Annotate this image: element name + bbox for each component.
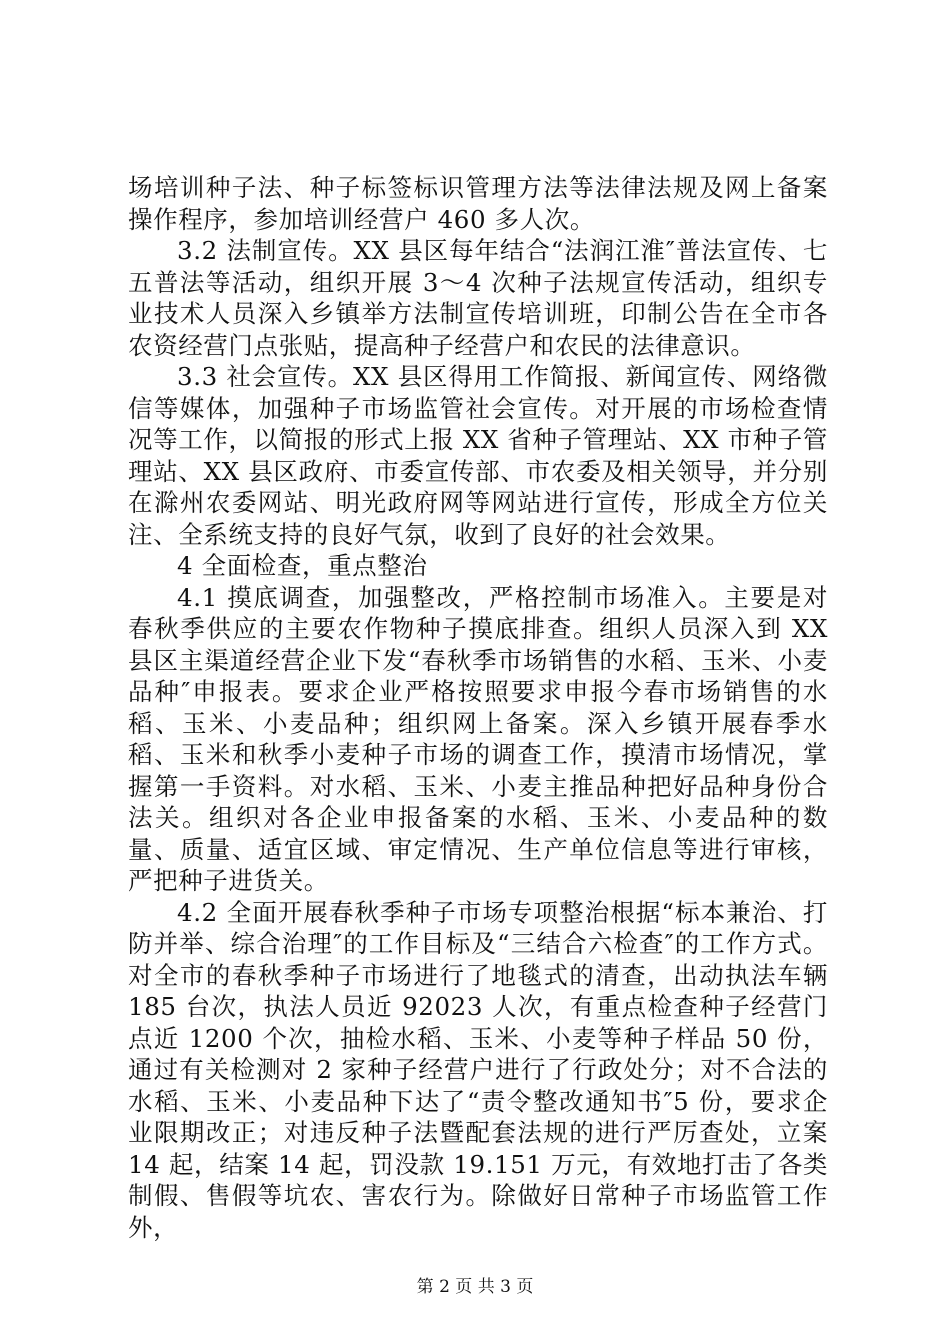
- paragraph-continuation: 场培训种子法、种子标签标识管理方法等法律法规及网上备案操作程序，参加培训经营户 460 多人次。: [128, 173, 828, 234]
- paragraph-4-1-survey: 4.1 摸底调查，加强整改，严格控制市场准入。主要是对春秋季供应的主要农作物种子摸底排查。组织人员深入到 XX 县区主渠道经营企业下发“春秋季市场销售的水稻、玉米、小麦品种″申报表。要求企业严格按照要求申报今春市场销售的水稻、玉米、小麦品种；组织网上备案。深入乡镇开展春季水稻、玉米和秋季小麦种子市场的调查工作，摸清市场情况，掌握第一手资料。对水稻、玉米、小麦主推品种把好品种身份合法关。组织对各企业申报备案的水稻、玉米、小麦品种的数量、质量、适宜区域、审定情况、生产单位信息等进行审核，严把种子进货关。: [128, 582, 828, 895]
- document-body: [128, 172, 828, 1243]
- paragraph-3-3-social-publicity: 3.3 社会宣传。XX 县区得用工作简报、新闻宣传、网络微信等媒体，加强种子市场监管社会宣传。对开展的市场检查情况等工作，以简报的形式上报 XX 省种子管理站、XX 市种子管理站、XX 县区政府、市委宣传部、市农委及相关领导，并分别在滁州农委网站、明光政府网等网站进行宣传，形成全方位关注、全系统支持的良好气氛，收到了良好的社会效果。: [128, 362, 828, 549]
- paragraph-4-2-special-rectification: 4.2 全面开展春秋季种子市场专项整治根据“标本兼治、打防并举、综合治理″的工作目标及“三结合六检查″的工作方式。对全市的春秋季种子市场进行了地毯式的清查，出动执法车辆 185 台次，执法人员近 92023 人次，有重点检查种子经营门点近 1200 个次，抽检水稻、玉米、小麦等种子样品 50 份，通过有关检测对 2 家种子经营户进行了行政处分；对不合法的水稻、玉米、小麦品种下达了“责令整改通知书″5 份，要求企业限期改正；对违反种子法暨配套法规的进行严厉查处，立案 14 起，结案 14 起，罚没款 19.151 万元，有效地打击了各类制假、售假等坑农、害农行为。除做好日常种子市场监管工作外，: [128, 897, 828, 1242]
- paragraph-3-2-legal-publicity: 3.2 法制宣传。XX 县区每年结合“法润江淮″普法宣传、七五普法等活动，组织开展 3～4 次种子法规宣传活动，组织专业技术人员深入乡镇举方法制宣传培训班，印制公告在全市各农资经营门点张贴，提高种子经营户和农民的法律意识。: [128, 236, 828, 360]
- section-heading-4: 4 全面检查，重点整治: [177, 551, 428, 580]
- page-footer: 第 2 页 共 3 页: [416, 1277, 534, 1297]
